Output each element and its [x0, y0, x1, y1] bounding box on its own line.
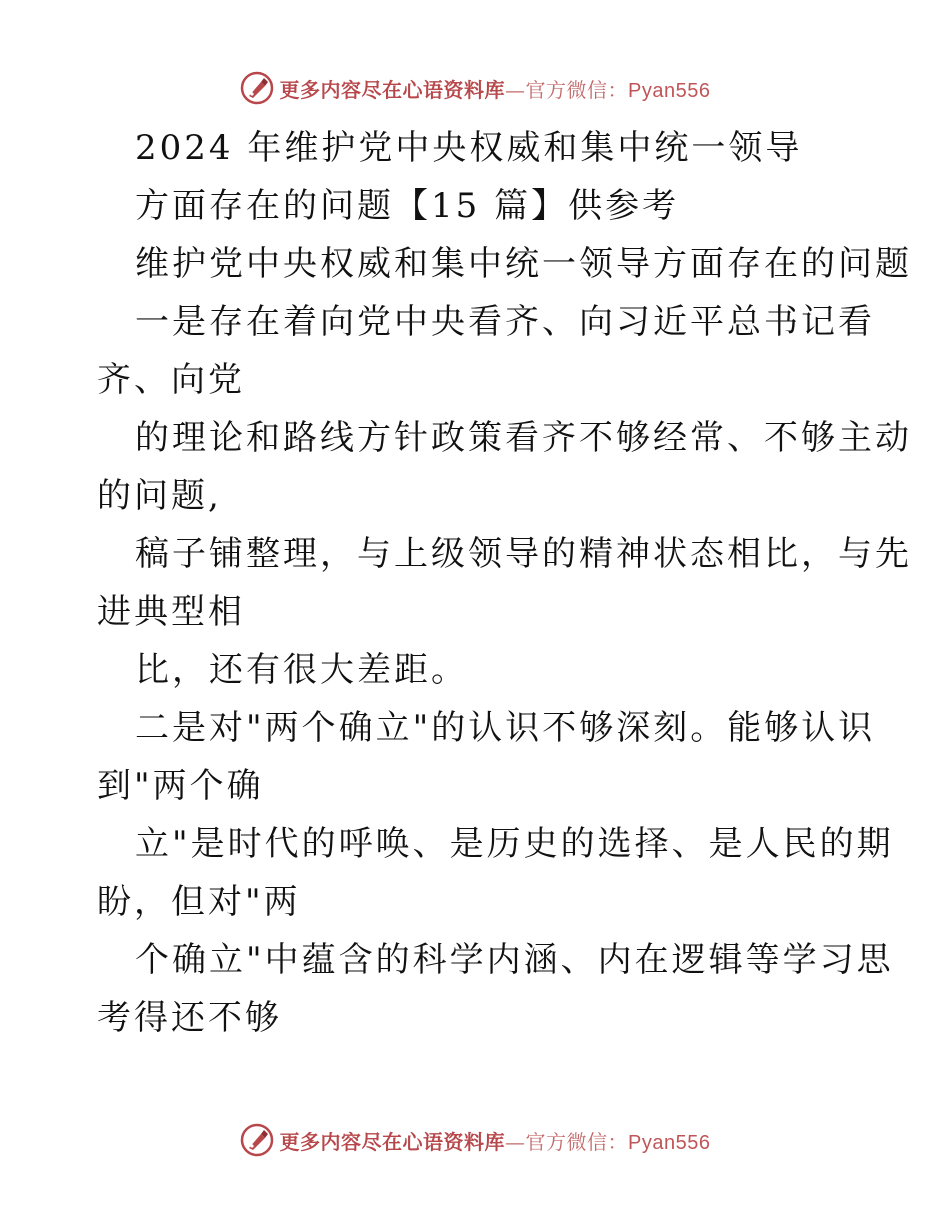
title-line-2: 方面存在的问题【15 篇】供参考 [135, 186, 680, 226]
body-line: 到"两个确 [97, 766, 264, 806]
body-line: 个确立"中蕴含的科学内涵、内在逻辑等学习思 [135, 940, 894, 980]
banner-site-name: 更多内容尽在心语资料库 [279, 77, 506, 102]
header-banner [0, 66, 950, 110]
body-line: 齐、向党 [97, 360, 245, 400]
body-line: 一是存在着向党中央看齐、向习近平总书记看 [135, 302, 875, 342]
banner-wechat-id: Pyan556 [628, 1131, 711, 1154]
body-line: 二是对"两个确立"的认识不够深刻。能够认识 [135, 708, 876, 748]
body-line: 的问题, [97, 476, 222, 516]
body-line: 立"是时代的呼唤、是历史的选择、是人民的期 [135, 824, 894, 864]
banner-dash: — [505, 1129, 526, 1154]
body-line: 盼，但对"两 [97, 882, 301, 922]
banner-dash: — [505, 77, 526, 102]
banner-wechat-label: 官方微信： [525, 1129, 629, 1154]
footer-banner [0, 1118, 950, 1162]
banner-wechat-label: 官方微信： [525, 77, 629, 102]
section-heading: 维护党中央权威和集中统一领导方面存在的问题 [135, 244, 912, 284]
pen-nib-seal-icon [240, 1123, 274, 1157]
banner-site-name: 更多内容尽在心语资料库 [279, 1129, 506, 1154]
body-line: 进典型相 [97, 592, 245, 632]
banner-wechat-id: Pyan556 [628, 79, 711, 102]
pen-nib-seal-icon [240, 71, 274, 105]
body-line: 比，还有很大差距。 [135, 650, 468, 690]
title-line-1: 2024 年维护党中央权威和集中统一领导 [135, 128, 803, 168]
body-line: 稿子铺整理，与上级领导的精神状态相比，与先 [135, 534, 912, 574]
body-line: 考得还不够 [97, 998, 282, 1038]
body-line: 的理论和路线方针政策看齐不够经常、不够主动 [135, 418, 912, 458]
